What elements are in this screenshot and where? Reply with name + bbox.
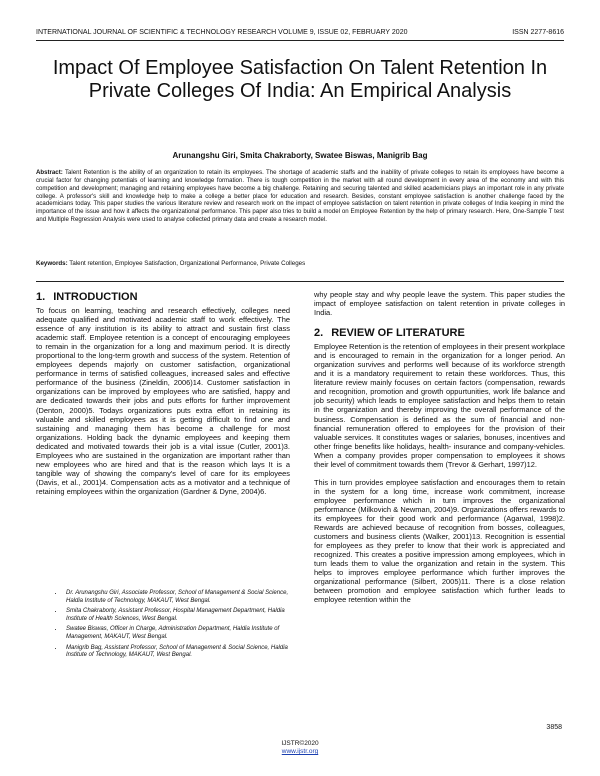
abstract-label: Abstract: [36,169,63,176]
footnote-item: • Swatee Biswas, Officer in Charge, Administration Department, Haldia Institute of Management, MAKAUT, West Bengal. [64,626,290,641]
keywords-text: Talent retention, Employee Satisfaction, Organizational Performance, Private Colleges [67,260,306,267]
section-heading-introduction [36,291,290,304]
page-number: 3858 [546,724,562,731]
author-footnotes [36,590,290,663]
keywords-label: Keywords: [36,260,68,267]
journal-url-link[interactable]: www.ijstr.org [281,748,319,755]
section-rule [36,281,564,282]
section-number: 1. [36,291,46,303]
right-column [314,290,565,604]
keywords [36,260,564,267]
literature-paragraph-1: Employee Retention is the retention of employees in their present workplace and is encouraged to remain in the organization for a longer period. An organization survives and performs well because of its workforce strength and it is a mandatory requirement to retain these workforces. Thus, this literature review mainly focuses on certain factors (compensation, rewards and recognition, promotion and growth oppurtunities, work life balance and job security) which leads to employee satisfaction and helps them to retain in the organization and thereby improving the overall performance of the business. Compensation is defined as the sum of financial and non- financial remuneration offered to employees for the provision of their valuable services. It constitutes wages or salaries, bonuses, incentives and other fringe benefits like holidays, health- insurance and company-vehicles. When a company provides proper compensation to employees it shows their level of commitment towards them (Trevor & Gerhart, 1997)12. [314,342,565,469]
copyright: IJSTR©2020 [281,740,319,747]
running-header [36,29,564,36]
abstract [36,169,564,224]
header-rule [36,40,564,41]
literature-paragraph-2: This in turn provides employee satisfaction and encourages them to retain in the system for a long time, increase work commitment, increase employee performance which in turn improves the organizational performance (Milkovich & Newman, 2004)9. Organizations offers rewards to its employees for their good work and performance (Agarwal, 1998)2. Rewards are achieved because of recognition from bosses, colleagues, customers and business clients (Walker, 2001)13. Recognition is essential for employees as they prefer to know that their work is appreciated and recognized. This creates a positive impression among employees, which in turn leads them to value the organization and retain in the system. This helps to improves employee performance which further improves the organizational performance (Silbert, 2005)11. There is a close relation between promotion and employee satisfaction which further leads to employee retention within the [314,477,565,605]
left-column [36,291,290,496]
page-footer [0,740,600,756]
paper-title: Impact Of Employee Satisfaction On Talent Retention In Private Colleges Of India: An Empirical Analysis [52,57,548,102]
footnote-item: • Manigrib Bag, Assistant Professor, School of Management & Social Science, Haldia Institute of Technology, MAKAUT, West Bengal. [64,645,290,660]
introduction-text: To focus on learning, teaching and research effectively, colleges need adequate qualified and motivated academic staff to work effectively. The essence of any institution is its ability to attract and sustain first class academic staff. Employee retention is a concept of encouraging employees to remain in the organization for a long and maximum period. It is directly proportional to the long-term growth and success of the system. Retention of employees depends majorly on customer satisfaction, organizational performance in terms of satisfied colleagues, increased sales and effective performance of the business (Zineldin, 2006)14. Customer satisfaction in organizations can be improved by employees who are satisfied, happy and are dedicated towards their jobs and puts efforts for further improvement (Denton, 2000)5. Todays organizations puts extra effort in retaining its valuable and skilled employees as it is getting difficult to find one and sustaining and managing them has become a challenge for most organizations. Holding back the dynamic employees and keeping them dedicated and motivated towards their job is a vital issue (Cutler, 2001)3. Employees who are sustained in the organization are important rather than new employees who are hired and that is the reason which lays It is a tangible way of showing the company's level of care for its employees (Davis, et al., 2001)4. Compensation acts as a motivator and a technique of retaining employees within the organization (Gardner & Dyne, 2004)6. [36,306,290,496]
section-heading-literature [314,327,565,340]
journal-name: INTERNATIONAL JOURNAL OF SCIENTIFIC & TECHNOLOGY RESEARCH VOLUME 9, ISSUE 02, FEBRUARY 2020 [36,29,408,36]
section-title: REVIEW OF LITERATURE [331,327,465,340]
footnote-item: • Smita Chakraborty, Assistant Professor, Hospital Management Department, Haldia Institute of Health Sciences, West Bengal. [64,608,290,623]
issn: ISSN 2277-8616 [512,29,564,36]
section-number: 2. [314,327,324,340]
section-title: INTRODUCTION [53,291,138,303]
author-list: Arunangshu Giri, Smita Chakraborty, Swatee Biswas, Manigrib Bag [172,151,428,160]
abstract-text: Talent Retention is the ability of an organization to retain its employees. The shortage of academic staffs and the inability of private colleges to retain its employees have become a crucial factor for changing potentials of learning and knowledge formation. There is tough competition in the market with all round development in every area of the economy and with this competition and development; managing and retaining employees have become a big challenge. Retaining and securing talented and skilled academicians plays an important role in any private college. A professor's skill and knowledge help to make a college a better place for education and research. Besides, constant employee satisfaction is another challenge faced by the academicians today. This paper studies the various literature review and research work on the impact of employee satisfaction on talent retention in private colleges of India keeping in mind the importance of the issue and how it affects the organizational performance. This paper also tries to build a model on Employee Retention by the help of primary research. Here, One-Sample T test and Multiple Regression Analysis were used to analyse collected primary data and create a research model. [36,169,564,224]
footnote-item: • Dr. Arunangshu Giri, Associate Professor, School of Management & Social Science, Haldia Institute of Technology, MAKAUT, West Bengal. [64,590,290,605]
introduction-continued: why people stay and why people leave the system. This paper studies the impact of employee satisfaction on talent retention in private colleges in India. [314,290,565,318]
